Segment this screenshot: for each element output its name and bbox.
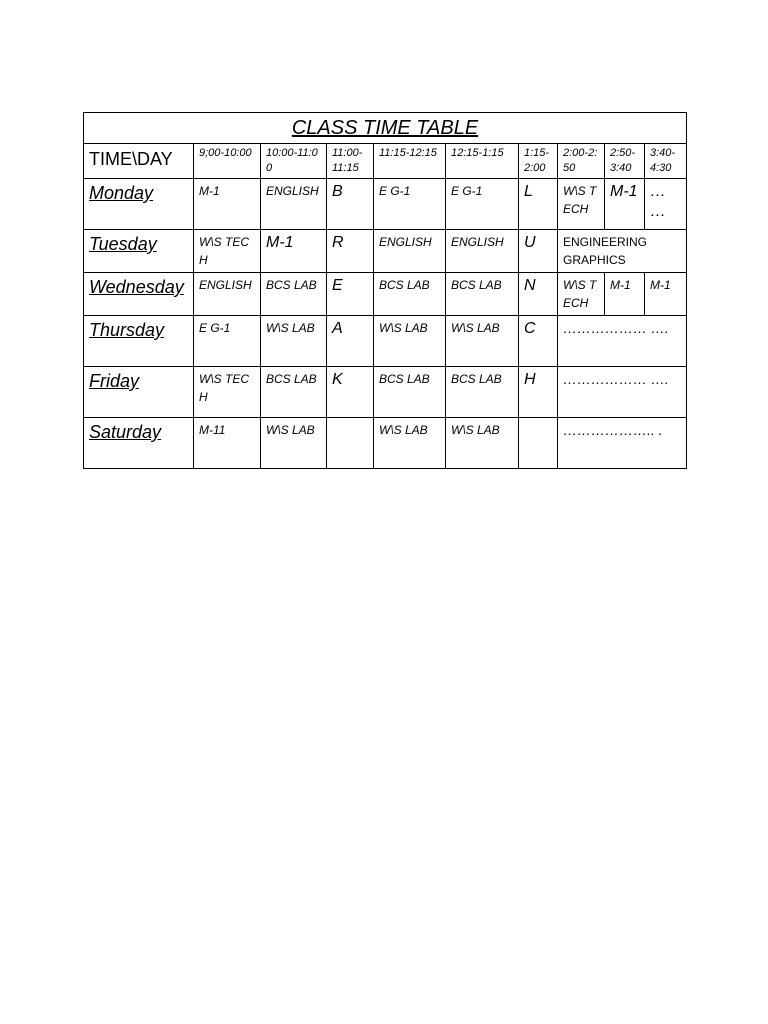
break-letter: B — [327, 179, 374, 230]
cell-saturday-p6 — [519, 418, 558, 469]
table-row — [84, 316, 687, 367]
timetable-title-cell — [84, 113, 687, 144]
table-row — [84, 230, 687, 273]
lunch-letter: U — [519, 230, 558, 273]
timetable-title: CLASS TIME TABLE — [291, 117, 479, 139]
cell-thursday-p1: E G-1 — [194, 316, 261, 367]
cell-monday-p5: E G-1 — [446, 179, 519, 230]
cell-friday-p5: BCS LAB — [446, 367, 519, 418]
cell-tuesday-p1: W\S TECH — [194, 230, 261, 273]
period-header-7: 2:00-2:50 — [558, 144, 605, 179]
cell-wednesday-p8: M-1 — [605, 273, 645, 316]
cell-thursday-p4: W\S LAB — [374, 316, 446, 367]
time-day-header: TIME\DAY — [84, 144, 194, 179]
period-header-9: 3:40-4:30 — [645, 144, 687, 179]
cell-thursday-p5: W\S LAB — [446, 316, 519, 367]
table-row — [84, 418, 687, 469]
table-row — [84, 367, 687, 418]
cell-tuesday-p2: M-1 — [261, 230, 327, 273]
header-row — [84, 144, 687, 179]
day-label-tuesday: Tuesday — [84, 230, 194, 273]
cell-monday-p7: W\S TECH — [558, 179, 605, 230]
cell-friday-p7-9: ……………… …. — [558, 367, 687, 418]
cell-monday-p2: ENGLISH — [261, 179, 327, 230]
period-header-3: 11:00-11:15 — [327, 144, 374, 179]
day-label-friday: Friday — [84, 367, 194, 418]
cell-wednesday-p9: M-1 — [645, 273, 687, 316]
cell-saturday-p7-9: ……………….. . — [558, 418, 687, 469]
cell-monday-p9: … … — [645, 179, 687, 230]
period-header-8: 2:50-3:40 — [605, 144, 645, 179]
cell-saturday-p5: W\S LAB — [446, 418, 519, 469]
break-letter: A — [327, 316, 374, 367]
period-header-5: 12:15-1:15 — [446, 144, 519, 179]
cell-saturday-p4: W\S LAB — [374, 418, 446, 469]
timetable — [83, 112, 687, 469]
period-header-1: 9;00-10:00 — [194, 144, 261, 179]
lunch-letter: H — [519, 367, 558, 418]
cell-tuesday-p7-9: ENGINEERING GRAPHICS — [558, 230, 687, 273]
break-letter: R — [327, 230, 374, 273]
cell-thursday-p7-9: ……………… …. — [558, 316, 687, 367]
period-header-2: 10:00-11:00 — [261, 144, 327, 179]
cell-tuesday-p5: ENGLISH — [446, 230, 519, 273]
cell-tuesday-p4: ENGLISH — [374, 230, 446, 273]
cell-wednesday-p7: W\S TECH — [558, 273, 605, 316]
break-letter: K — [327, 367, 374, 418]
table-row — [84, 273, 687, 316]
day-label-wednesday: Wednesday — [84, 273, 194, 316]
cell-friday-p4: BCS LAB — [374, 367, 446, 418]
cell-monday-p4: E G-1 — [374, 179, 446, 230]
period-header-6: 1:15-2:00 — [519, 144, 558, 179]
cell-friday-p1: W\S TECH — [194, 367, 261, 418]
cell-wednesday-p4: BCS LAB — [374, 273, 446, 316]
cell-thursday-p2: W\S LAB — [261, 316, 327, 367]
day-label-saturday: Saturday — [84, 418, 194, 469]
cell-saturday-p3 — [327, 418, 374, 469]
cell-saturday-p1: M-11 — [194, 418, 261, 469]
cell-friday-p2: BCS LAB — [261, 367, 327, 418]
break-letter: E — [327, 273, 374, 316]
lunch-letter: L — [519, 179, 558, 230]
day-label-thursday: Thursday — [84, 316, 194, 367]
cell-wednesday-p5: BCS LAB — [446, 273, 519, 316]
lunch-letter: N — [519, 273, 558, 316]
period-header-4: 11:15-12:15 — [374, 144, 446, 179]
cell-saturday-p2: W\S LAB — [261, 418, 327, 469]
table-row — [84, 179, 687, 230]
cell-wednesday-p2: BCS LAB — [261, 273, 327, 316]
day-label-monday: Monday — [84, 179, 194, 230]
cell-monday-p8: M-1 — [605, 179, 645, 230]
lunch-letter: C — [519, 316, 558, 367]
cell-monday-p1: M-1 — [194, 179, 261, 230]
cell-wednesday-p1: ENGLISH — [194, 273, 261, 316]
